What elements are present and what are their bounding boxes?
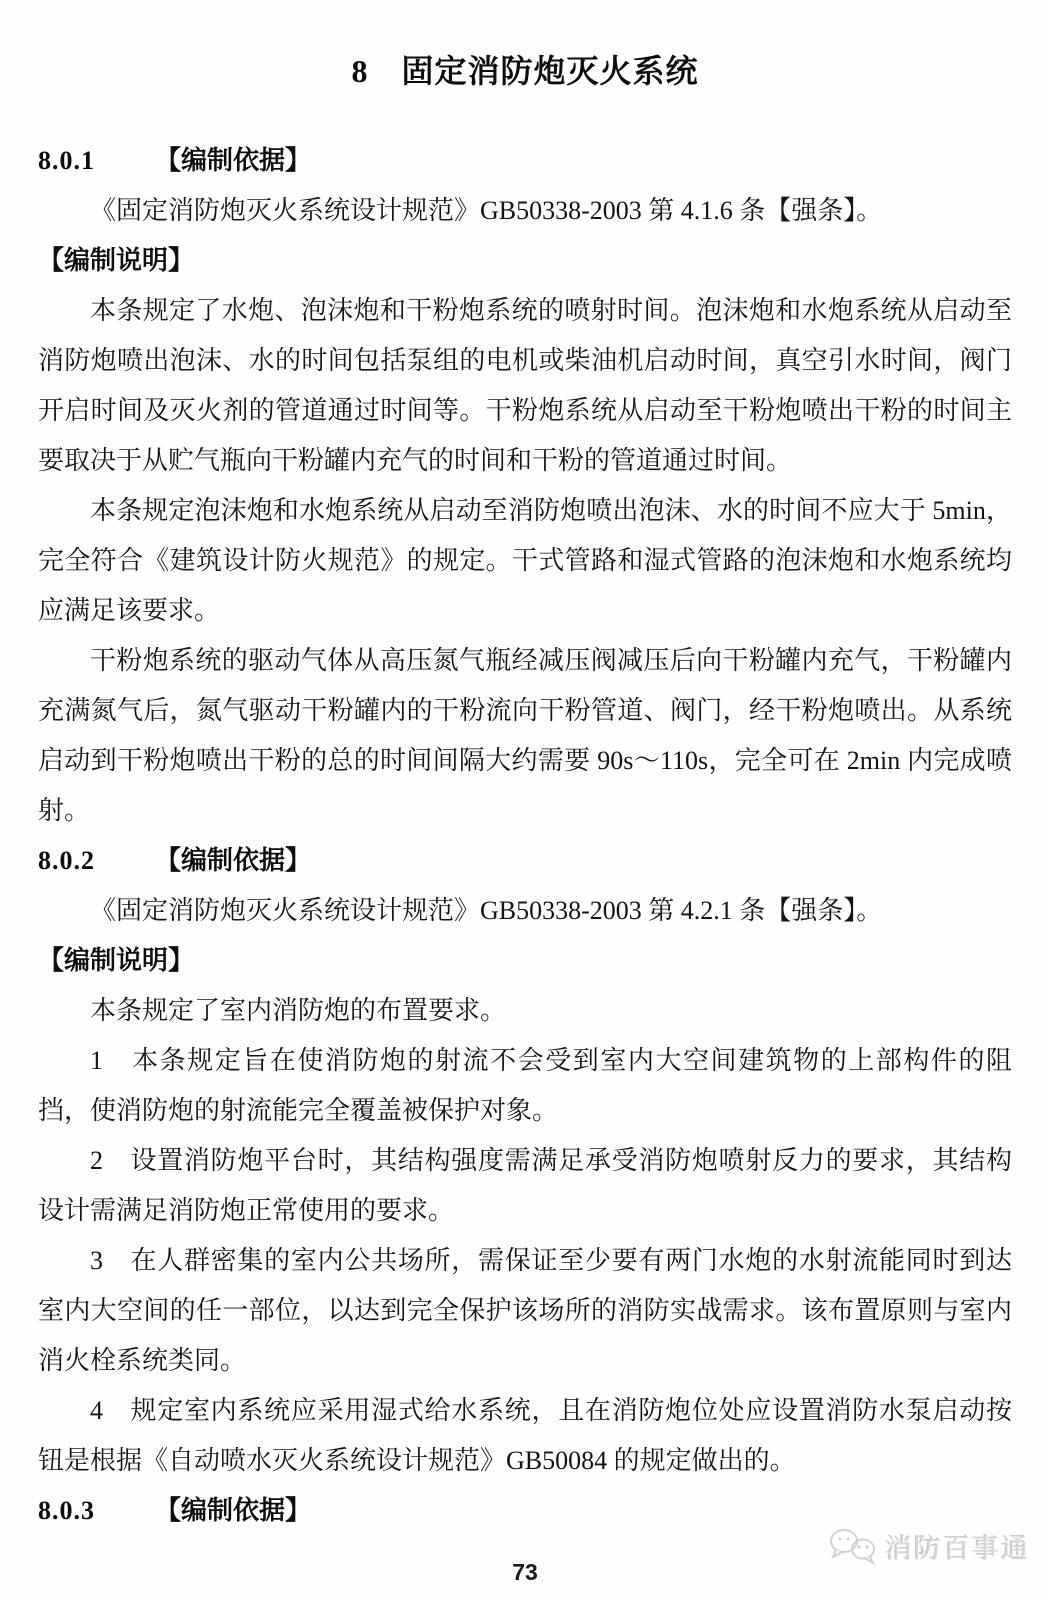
explanation-label: 【编制说明】 [38, 946, 195, 975]
page-title: 8 固定消防炮灭火系统 [351, 53, 699, 89]
section-number: 8.0.1 [38, 146, 95, 175]
list-item-2: 2 设置消防炮平台时，其结构强度需满足承受消防炮喷射反力的要求，其结构设计需满足消防炮正常使用的要求。 [38, 1146, 1012, 1225]
reference-line: 《固定消防炮灭火系统设计规范》GB50338-2003 第 4.1.6 条【强条】。 [90, 196, 883, 225]
list-item-4: 4 规定室内系统应采用湿式给水系统，且在消防炮位处应设置消防水泵启动按钮是根据《自动喷水灭火系统设计规范》GB50084 的规定做出的。 [38, 1396, 1012, 1475]
paragraph-indoor-layout: 本条规定了室内消防炮的布置要求。 [90, 996, 507, 1025]
section-heading-label: 【编制依据】 [155, 1496, 312, 1525]
page-number: 73 [512, 1559, 538, 1585]
paragraph-dry-powder: 干粉炮系统的驱动气体从高压氮气瓶经减压阀减压后向干粉罐内充气，干粉罐内充满氮气后，氮气驱动干粉罐内的干粉流向干粉管道、阀门，经干粉炮喷出。从系统启动到干粉炮喷出干粉的总的时间间隔大约需要 90s～110s，完全可在 2min 内完成喷射。 [38, 646, 1012, 825]
section-number: 8.0.2 [38, 846, 95, 875]
list-item-1: 1 本条规定旨在使消防炮的射流不会受到室内大空间建筑物的上部构件的阻挡，使消防炮的射流能完全覆盖被保护对象。 [38, 1046, 1012, 1125]
paragraph-5min-rule: 本条规定泡沫炮和水炮系统从启动至消防炮喷出泡沫、水的时间不应大于 5min，完全符合《建筑设计防火规范》的规定。干式管路和湿式管路的泡沫炮和水炮系统均应满足该要求。 [38, 496, 1012, 625]
section-heading-8-0-1 [38, 136, 1012, 186]
list-item-3: 3 在人群密集的室内公共场所，需保证至少要有两门水炮的水射流能同时到达室内大空间的任一部位，以达到完全保护该场所的消防实战需求。该布置原则与室内消火栓系统类同。 [38, 1246, 1012, 1375]
section-number: 8.0.3 [38, 1496, 95, 1525]
watermark-text: 消防百事通 [885, 1533, 1030, 1564]
section-heading-8-0-2 [38, 836, 1012, 886]
reference-line: 《固定消防炮灭火系统设计规范》GB50338-2003 第 4.2.1 条【强条】。 [90, 896, 883, 925]
explanation-label: 【编制说明】 [38, 246, 195, 275]
document-body [0, 136, 1050, 1536]
paragraph-spray-time: 本条规定了水炮、泡沫炮和干粉炮系统的喷射时间。泡沫炮和水炮系统从启动至消防炮喷出泡沫、水的时间包括泵组的电机或柴油机启动时间，真空引水时间，阀门开启时间及灭火剂的管道通过时间等。干粉炮系统从启动至干粉炮喷出干粉的时间主要取决于从贮气瓶向干粉罐内充气的时间和干粉的管道通过时间。 [38, 296, 1012, 475]
section-heading-label: 【编制依据】 [155, 846, 312, 875]
section-heading-label: 【编制依据】 [155, 146, 312, 175]
